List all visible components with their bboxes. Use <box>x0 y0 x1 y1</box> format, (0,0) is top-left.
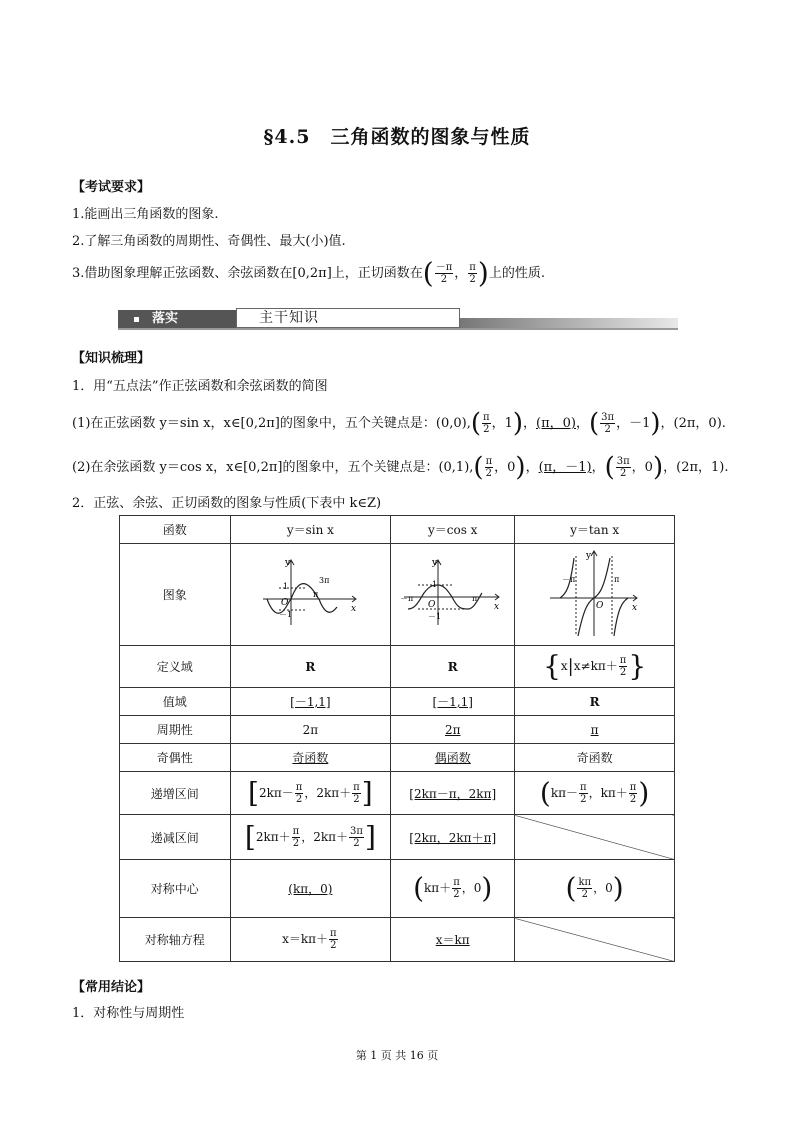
x-axis-label: x <box>493 602 499 612</box>
exam-item-3: 3.借助图象理解正弦函数、余弦函数在[0,2π]上，正切函数在( $\frac{-\pi}{2}$ ， $\frac{\pi}{2}$ )上的性质. <box>72 256 545 290</box>
parity-sin: 奇函数 <box>230 744 391 772</box>
decrease-label: 递减区间 <box>120 815 231 860</box>
sin-graph <box>255 553 365 633</box>
pi-label: π <box>613 575 619 584</box>
table-row <box>120 918 675 962</box>
table-row <box>120 646 675 688</box>
domain-sin: R <box>230 646 391 688</box>
banner-underline <box>118 328 678 330</box>
banner-right: 主干知识 <box>236 308 460 328</box>
center-cos: (kπ＋ $\frac{\pi}{2}$ ，0) <box>391 860 515 918</box>
period-cos: 2π <box>391 716 515 744</box>
header-tan: y＝tan x <box>515 516 675 544</box>
tan-graph-cell <box>515 544 675 646</box>
one-label: 1 <box>283 582 289 591</box>
origin-label: O <box>427 600 436 610</box>
center-label: 对称中心 <box>120 860 231 918</box>
neg-pi-label: －π <box>561 575 575 584</box>
pi-label: π <box>471 594 477 603</box>
exam-item-2: 2.了解三角函数的周期性、奇偶性、最大(小)值. <box>72 234 346 249</box>
neg-one-label: －1 <box>279 610 293 619</box>
one-label: 1 <box>431 580 437 589</box>
axis-tan-empty <box>515 918 675 962</box>
header-cos: y＝cos x <box>391 516 515 544</box>
tan-graph <box>540 548 650 638</box>
domain-label: 定义域 <box>120 646 231 688</box>
pi-label: π <box>313 590 319 599</box>
conclusion-heading: 【常用结论】 <box>72 980 151 995</box>
table-row <box>120 772 675 815</box>
banner-left: 落实 <box>118 310 236 328</box>
period-label: 周期性 <box>120 716 231 744</box>
range-tan: R <box>515 688 675 716</box>
axis-label: 对称轴方程 <box>120 918 231 962</box>
center-sin: (kπ，0) <box>230 860 391 918</box>
y-axis-label: y <box>585 551 591 561</box>
origin-label: O <box>281 598 289 608</box>
table-row <box>120 544 675 646</box>
cos-graph <box>398 553 508 633</box>
parity-tan: 奇函数 <box>515 744 675 772</box>
exam-heading: 【考试要求】 <box>72 180 151 195</box>
origin-label: O <box>595 601 603 611</box>
parity-cos: 偶函数 <box>391 744 515 772</box>
domain-cos: R <box>391 646 515 688</box>
graph-label: 图象 <box>120 544 231 646</box>
banner-gradient <box>460 318 678 328</box>
cos-graph-cell <box>391 544 515 646</box>
x-axis-label: x <box>631 603 637 613</box>
sin-key-points: (1)在正弦函数 y＝sin x，x∈[0,2π]的图象中，五个关键点是：(0,0),( $\frac{\pi}{2}$ ，1)，(π，0)，( $\frac{3\pi}{2}$ ，－1)，(2π，0). <box>72 408 726 439</box>
trig-properties-table <box>119 515 675 962</box>
center-tan: ( $\frac{k\pi}{2}$ ，0) <box>515 860 675 918</box>
knowledge-heading: 【知识梳理】 <box>72 351 151 366</box>
range-sin: [－1,1] <box>230 688 391 716</box>
conclusion-p1: 1．对称性与周期性 <box>72 1006 185 1021</box>
axis-cos: x＝kπ <box>391 918 515 962</box>
increase-cos: [2kπ－π，2kπ] <box>391 772 515 815</box>
header-sin: y＝sin x <box>230 516 391 544</box>
range-label: 值域 <box>120 688 231 716</box>
page-title: §4.5 三角函数的图象与性质 <box>263 126 531 148</box>
table-row <box>120 744 675 772</box>
table-row <box>120 716 675 744</box>
decrease-sin: [2kπ＋ $\frac{\pi}{2}$ ，2kπ＋ $\frac{3\pi}{2}$ ] <box>230 815 391 860</box>
sin-graph-cell <box>230 544 391 646</box>
exam-item-1: 1.能画出三角函数的图象. <box>72 207 219 222</box>
knowledge-p1: 1．用“五点法”作正弦函数和余弦函数的简图 <box>72 379 328 394</box>
increase-label: 递增区间 <box>120 772 231 815</box>
y-axis-label: y <box>431 558 437 568</box>
decrease-cos: [2kπ，2kπ＋π] <box>391 815 515 860</box>
knowledge-p2: 2．正弦、余弦、正切函数的图象与性质(下表中 k∈Z) <box>72 496 382 511</box>
page-footer: 第 1 页 共 16 页 <box>355 1049 439 1062</box>
cos-key-points: (2)在余弦函数 y＝cos x，x∈[0,2π]的图象中，五个关键点是：(0,1),( $\frac{\pi}{2}$ ，0)，(π，－1)，( $\frac{3\pi}{2}$ ，0)，(2π，1). <box>72 452 729 483</box>
axis-sin: x＝kπ＋ $\frac{\pi}{2}$ <box>230 918 391 962</box>
decrease-tan-empty <box>515 815 675 860</box>
range-cos: [－1,1] <box>391 688 515 716</box>
neg-one-label: －1 <box>427 612 441 621</box>
y-axis-label: y <box>285 558 291 568</box>
parity-label: 奇偶性 <box>120 744 231 772</box>
header-function: 函数 <box>120 516 231 544</box>
period-sin: 2π <box>230 716 391 744</box>
table-row <box>120 815 675 860</box>
table-row <box>120 688 675 716</box>
neg-pi-label: －π <box>399 594 413 603</box>
increase-sin: [2kπ－ $\frac{\pi}{2}$ ，2kπ＋ $\frac{\pi}{2}$ ] <box>230 772 391 815</box>
table-row <box>120 516 675 544</box>
x-axis-label: x <box>351 604 357 614</box>
three-pi-label: 3π <box>319 576 330 585</box>
period-tan: π <box>515 716 675 744</box>
square-bullet-icon <box>134 317 139 322</box>
domain-tan: {x|x≠kπ＋ $\frac{\pi}{2}$ } <box>515 646 675 688</box>
increase-tan: (kπ－ $\frac{\pi}{2}$ ，kπ＋ $\frac{\pi}{2}$ ) <box>515 772 675 815</box>
section-banner <box>118 308 678 330</box>
table-row <box>120 860 675 918</box>
